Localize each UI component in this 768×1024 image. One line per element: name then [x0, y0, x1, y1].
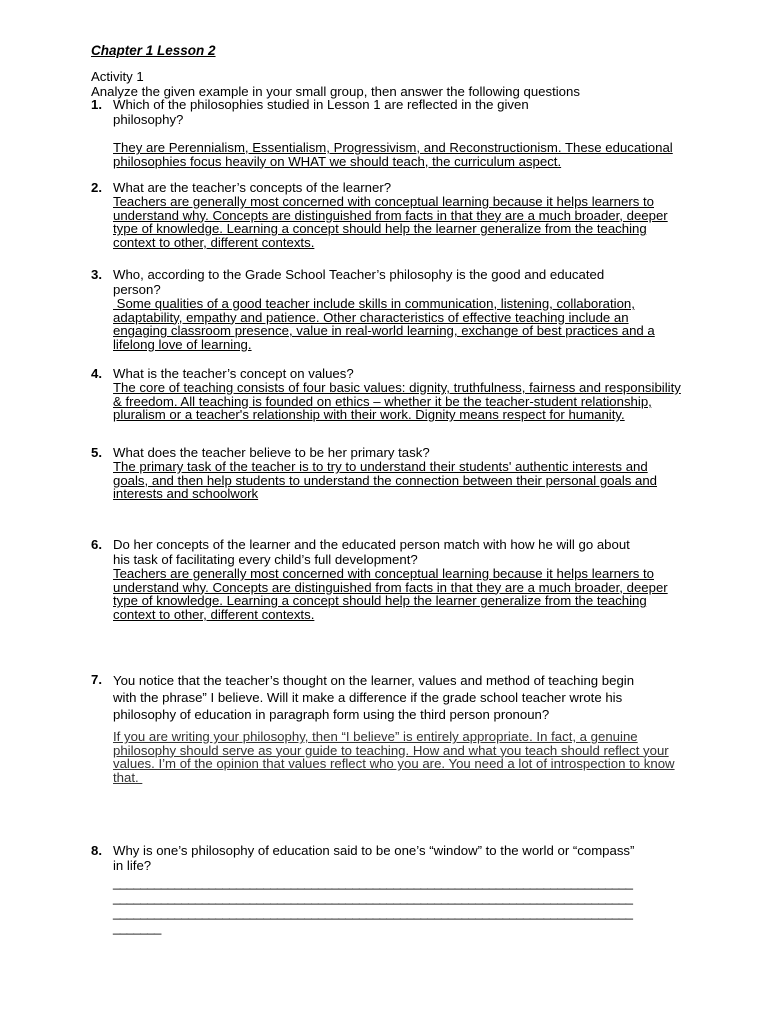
answer-line: goals, and then help students to understand the connection between their personal goals and — [113, 472, 658, 488]
answer-line: interests and schoolwork — [113, 486, 259, 502]
activity-label: Activity 1 — [91, 69, 144, 84]
question-5 — [91, 445, 763, 501]
answer-line: & freedom. All teaching is founded on ethics – whether it be the teacher-student relationship, — [113, 393, 652, 409]
answer-line: They are Perennialism, Essentialism, Progressivism, and Reconstructionism. These educational — [113, 140, 673, 155]
question-8 — [91, 843, 763, 935]
question-1 — [91, 97, 763, 168]
page-title: Chapter 1 Lesson 2 — [91, 43, 216, 58]
question-number: 4. — [91, 366, 102, 381]
answer-line: Some qualities of a good teacher include skills in communication, listening, collaboration, — [113, 296, 635, 311]
question-number: 6. — [91, 537, 102, 552]
question-text-line: person? — [113, 282, 161, 297]
answer-blank-line[interactable]: ____________________________________________________________________________ — [113, 890, 633, 905]
question-text-line: his task of facilitating every child’s full development? — [113, 552, 418, 567]
answer-line: understand why. Concepts are distinguished from facts in that they are a much broader, deeper — [113, 207, 668, 223]
answer-blank-line[interactable]: ____________________________________________________________________________ — [113, 875, 633, 890]
question-text-line: Who, according to the Grade School Teacher’s philosophy is the good and educated — [113, 267, 605, 282]
answer-line: lifelong love of learning. — [113, 336, 252, 352]
question-number: 5. — [91, 445, 102, 460]
answer-line: philosophies focus heavily on WHAT we should teach, the curriculum aspect. — [113, 153, 562, 169]
question-text-line: with the phrase” I believe. Will it make a difference if the grade school teacher wrote his — [113, 690, 623, 705]
answer-line: philosophy should serve as your guide to teaching. How and what you teach should reflect your — [113, 742, 669, 758]
question-text-line: Which of the philosophies studied in Lesson 1 are reflected in the given — [113, 97, 529, 112]
question-number: 3. — [91, 267, 102, 282]
answer-line: values. I’m of the opinion that values reflect who you are. You need a lot of introspection to know — [113, 756, 675, 772]
question-text-line: philosophy of education in paragraph form using the third person pronoun? — [113, 707, 550, 722]
answer-line: Teachers are generally most concerned with conceptual learning because it helps learners to — [113, 566, 654, 581]
question-7 — [91, 672, 763, 784]
answer-blank-line[interactable]: ____________________________________________________________________________ — [113, 905, 633, 920]
answer-line: pluralism or a teacher's relationship with their work. Dignity means respect for humanity. — [113, 407, 625, 423]
question-text-line: in life? — [113, 858, 152, 873]
answer-line: type of knowledge. Learning a concept should help the learner generalize from the teaching — [113, 221, 647, 237]
question-number: 7. — [91, 672, 102, 687]
question-3 — [91, 267, 763, 351]
answer-line: context to other, different contexts. — [113, 234, 315, 250]
question-4 — [91, 366, 763, 422]
answer-line: type of knowledge. Learning a concept should help the learner generalize from the teaching — [113, 593, 647, 609]
answer-line: If you are writing your philosophy, then “I believe” is entirely appropriate. In fact, a genuine — [113, 729, 638, 744]
answer-line: that. — [113, 769, 143, 785]
question-6 — [91, 537, 763, 621]
question-text-line: Do her concepts of the learner and the educated person match with how he will go about — [113, 537, 630, 552]
answer-line: understand why. Concepts are distinguished from facts in that they are a much broader, deeper — [113, 579, 668, 595]
question-number: 2. — [91, 180, 102, 195]
answer-line: The primary task of the teacher is to try to understand their students' authentic interests and — [113, 459, 648, 474]
intro-block — [91, 69, 580, 99]
question-text-line: What are the teacher’s concepts of the learner? — [113, 180, 392, 195]
question-text-line: Why is one’s philosophy of education said to be one’s “window” to the world or “compass” — [113, 843, 635, 858]
question-text-line: philosophy? — [113, 112, 184, 127]
answer-line: adaptability, empathy and patience. Other characteristics of effective teaching include an — [113, 309, 629, 325]
question-number: 1. — [91, 97, 102, 112]
question-text-line: You notice that the teacher’s thought on the learner, values and method of teaching begin — [113, 673, 635, 688]
question-text-line: What is the teacher’s concept on values? — [113, 366, 354, 381]
question-2 — [91, 180, 763, 249]
answer-line: The core of teaching consists of four basic values: dignity, truthfulness, fairness and responsibility — [113, 380, 681, 395]
answer-blank-line[interactable]: _______ — [113, 920, 161, 935]
question-number: 8. — [91, 843, 102, 858]
question-text-line: What does the teacher believe to be her primary task? — [113, 445, 430, 460]
answer-line: engaging classroom presence, value in real-world learning, exchange of best practices and a — [113, 323, 655, 339]
instruction-text: Analyze the given example in your small group, then answer the following questions — [91, 84, 580, 99]
answer-line: Teachers are generally most concerned with conceptual learning because it helps learners to — [113, 194, 654, 209]
answer-line: context to other, different contexts. — [113, 606, 315, 622]
